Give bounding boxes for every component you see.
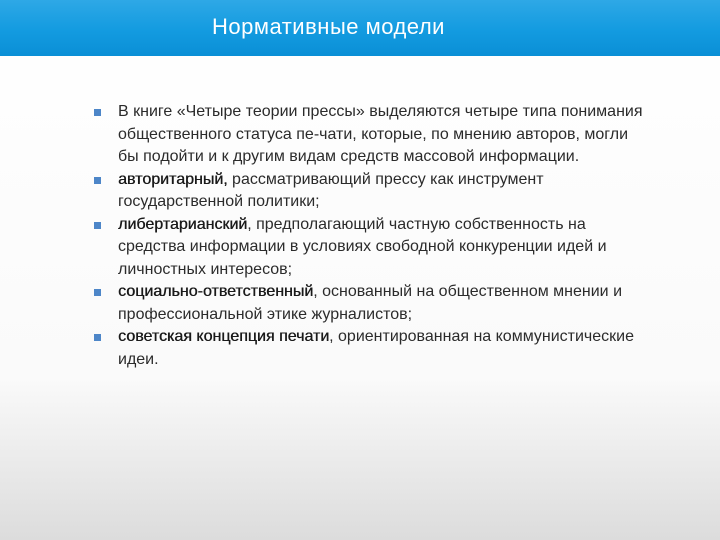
slide-title: Нормативные модели xyxy=(212,14,445,39)
square-bullet-icon xyxy=(94,222,101,229)
item-term: либертарианский xyxy=(118,215,248,233)
item-text: В книге «Четыре теории прессы» выделяются четыре типа понимания общественного статуса пе-чати, которые, по мнению авторов, могли бы подойти и к другим видам средств массовой информации. xyxy=(118,103,643,165)
square-bullet-icon xyxy=(94,289,101,296)
item-text: рассматривающий прессу как инструмент государственной политики; xyxy=(118,170,544,210)
item-term: советская концепция печати xyxy=(118,328,330,345)
list-item xyxy=(92,326,652,371)
list-item xyxy=(92,281,652,326)
title-bar xyxy=(0,0,720,56)
item-term: социально-ответственный xyxy=(118,283,314,300)
item-text: , предполагающий частную собственность на средства информации в условиях свободной конкуренции идей и личностных интересов; xyxy=(118,215,607,278)
item-text: , ориентированная на коммунистические идеи. xyxy=(118,328,634,368)
item-term: авторитарный, xyxy=(118,170,228,188)
list-item xyxy=(92,214,652,282)
square-bullet-icon xyxy=(94,334,101,341)
bullet-list xyxy=(92,101,652,371)
list-item xyxy=(92,169,652,214)
item-text: , основанный на общественном мнении и профессиональной этике журналистов; xyxy=(118,283,622,323)
square-bullet-icon xyxy=(94,177,101,184)
list-item xyxy=(92,101,652,169)
square-bullet-icon xyxy=(94,109,101,116)
